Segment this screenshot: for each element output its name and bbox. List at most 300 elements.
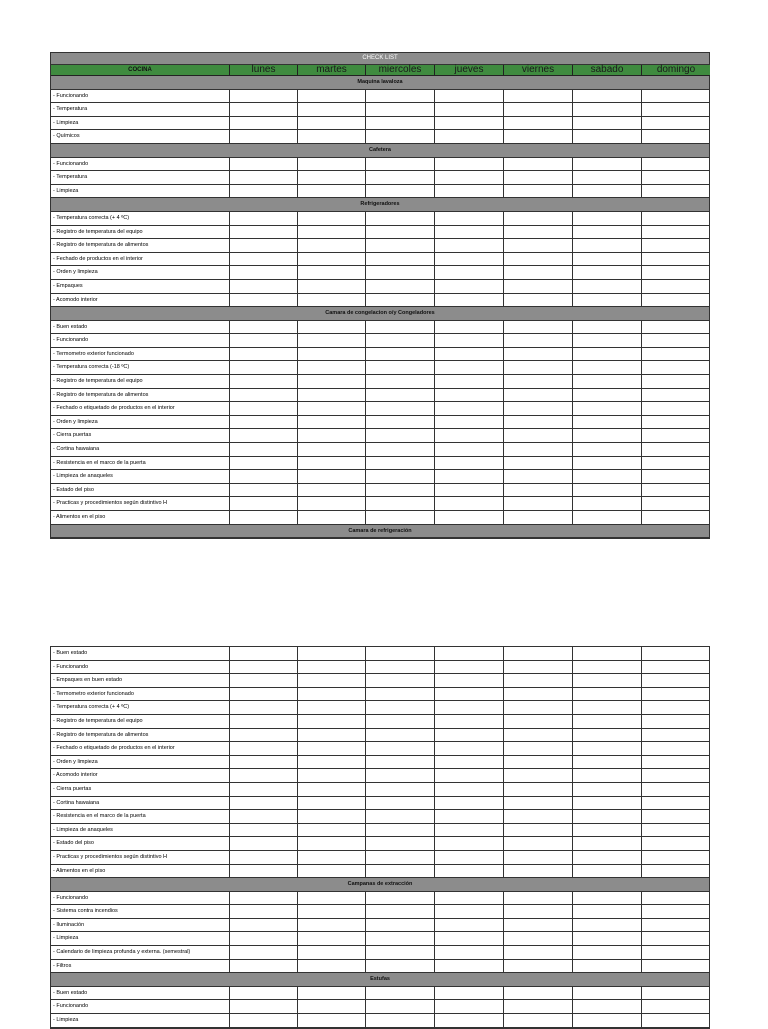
day-check-cell[interactable]	[230, 375, 298, 389]
day-check-cell[interactable]	[642, 756, 710, 770]
day-check-cell[interactable]	[298, 321, 366, 335]
day-check-cell[interactable]	[366, 375, 435, 389]
day-check-cell[interactable]	[230, 226, 298, 240]
day-check-cell[interactable]	[642, 90, 710, 104]
day-check-cell[interactable]	[435, 389, 504, 403]
day-check-cell[interactable]	[435, 429, 504, 443]
day-check-cell[interactable]	[298, 266, 366, 280]
day-check-cell[interactable]	[504, 701, 573, 715]
day-check-cell[interactable]	[298, 892, 366, 906]
day-check-cell[interactable]	[573, 756, 642, 770]
day-check-cell[interactable]	[230, 729, 298, 743]
day-check-cell[interactable]	[298, 103, 366, 117]
day-check-cell[interactable]	[642, 1000, 710, 1014]
day-check-cell[interactable]	[298, 226, 366, 240]
day-check-cell[interactable]	[504, 756, 573, 770]
day-check-cell[interactable]	[366, 647, 435, 661]
day-check-cell[interactable]	[435, 865, 504, 879]
day-check-cell[interactable]	[642, 171, 710, 185]
day-check-cell[interactable]	[504, 429, 573, 443]
day-check-cell[interactable]	[642, 987, 710, 1001]
day-check-cell[interactable]	[504, 674, 573, 688]
day-check-cell[interactable]	[298, 361, 366, 375]
day-check-cell[interactable]	[573, 742, 642, 756]
day-check-cell[interactable]	[642, 688, 710, 702]
day-check-cell[interactable]	[298, 511, 366, 525]
day-check-cell[interactable]	[230, 361, 298, 375]
day-check-cell[interactable]	[573, 892, 642, 906]
day-check-cell[interactable]	[504, 253, 573, 267]
day-check-cell[interactable]	[435, 185, 504, 199]
day-check-cell[interactable]	[504, 987, 573, 1001]
day-check-cell[interactable]	[642, 715, 710, 729]
day-check-cell[interactable]	[573, 688, 642, 702]
day-check-cell[interactable]	[366, 130, 435, 144]
day-check-cell[interactable]	[642, 701, 710, 715]
day-check-cell[interactable]	[230, 1000, 298, 1014]
day-check-cell[interactable]	[298, 1000, 366, 1014]
day-check-cell[interactable]	[230, 987, 298, 1001]
day-check-cell[interactable]	[230, 946, 298, 960]
day-check-cell[interactable]	[504, 484, 573, 498]
day-check-cell[interactable]	[298, 661, 366, 675]
day-check-cell[interactable]	[366, 497, 435, 511]
day-check-cell[interactable]	[435, 892, 504, 906]
day-check-cell[interactable]	[504, 892, 573, 906]
day-check-cell[interactable]	[230, 130, 298, 144]
day-check-cell[interactable]	[230, 334, 298, 348]
day-check-cell[interactable]	[230, 416, 298, 430]
day-check-cell[interactable]	[298, 674, 366, 688]
day-check-cell[interactable]	[435, 824, 504, 838]
day-check-cell[interactable]	[642, 348, 710, 362]
day-check-cell[interactable]	[435, 402, 504, 416]
day-check-cell[interactable]	[366, 729, 435, 743]
day-check-cell[interactable]	[573, 443, 642, 457]
day-check-cell[interactable]	[230, 389, 298, 403]
day-check-cell[interactable]	[504, 171, 573, 185]
day-check-cell[interactable]	[435, 742, 504, 756]
day-check-cell[interactable]	[573, 851, 642, 865]
day-check-cell[interactable]	[298, 158, 366, 172]
day-check-cell[interactable]	[435, 212, 504, 226]
day-check-cell[interactable]	[504, 457, 573, 471]
day-check-cell[interactable]	[504, 919, 573, 933]
day-check-cell[interactable]	[504, 661, 573, 675]
day-check-cell[interactable]	[573, 797, 642, 811]
day-check-cell[interactable]	[298, 294, 366, 308]
day-check-cell[interactable]	[230, 457, 298, 471]
day-check-cell[interactable]	[504, 905, 573, 919]
day-check-cell[interactable]	[642, 239, 710, 253]
day-check-cell[interactable]	[230, 810, 298, 824]
day-check-cell[interactable]	[573, 1014, 642, 1028]
day-check-cell[interactable]	[230, 905, 298, 919]
day-check-cell[interactable]	[504, 130, 573, 144]
day-check-cell[interactable]	[435, 932, 504, 946]
day-check-cell[interactable]	[573, 266, 642, 280]
day-check-cell[interactable]	[504, 960, 573, 974]
day-check-cell[interactable]	[573, 375, 642, 389]
day-check-cell[interactable]	[435, 457, 504, 471]
day-check-cell[interactable]	[504, 851, 573, 865]
day-check-cell[interactable]	[230, 797, 298, 811]
day-check-cell[interactable]	[435, 960, 504, 974]
day-check-cell[interactable]	[504, 797, 573, 811]
day-check-cell[interactable]	[642, 470, 710, 484]
day-check-cell[interactable]	[298, 348, 366, 362]
day-check-cell[interactable]	[642, 647, 710, 661]
day-check-cell[interactable]	[230, 158, 298, 172]
day-check-cell[interactable]	[642, 429, 710, 443]
day-check-cell[interactable]	[642, 837, 710, 851]
day-check-cell[interactable]	[573, 511, 642, 525]
day-check-cell[interactable]	[642, 361, 710, 375]
day-check-cell[interactable]	[504, 497, 573, 511]
day-check-cell[interactable]	[642, 130, 710, 144]
day-check-cell[interactable]	[435, 171, 504, 185]
day-check-cell[interactable]	[230, 185, 298, 199]
day-check-cell[interactable]	[504, 932, 573, 946]
day-check-cell[interactable]	[298, 729, 366, 743]
day-check-cell[interactable]	[573, 824, 642, 838]
day-check-cell[interactable]	[298, 375, 366, 389]
day-check-cell[interactable]	[298, 334, 366, 348]
day-check-cell[interactable]	[366, 103, 435, 117]
day-check-cell[interactable]	[366, 361, 435, 375]
day-check-cell[interactable]	[573, 497, 642, 511]
day-check-cell[interactable]	[230, 892, 298, 906]
day-check-cell[interactable]	[573, 932, 642, 946]
day-check-cell[interactable]	[230, 511, 298, 525]
day-check-cell[interactable]	[435, 769, 504, 783]
day-check-cell[interactable]	[504, 783, 573, 797]
day-check-cell[interactable]	[573, 158, 642, 172]
day-check-cell[interactable]	[642, 321, 710, 335]
day-check-cell[interactable]	[504, 185, 573, 199]
day-check-cell[interactable]	[366, 688, 435, 702]
day-check-cell[interactable]	[642, 932, 710, 946]
day-check-cell[interactable]	[642, 769, 710, 783]
day-check-cell[interactable]	[366, 266, 435, 280]
day-check-cell[interactable]	[504, 810, 573, 824]
day-check-cell[interactable]	[435, 783, 504, 797]
day-check-cell[interactable]	[642, 810, 710, 824]
day-check-cell[interactable]	[504, 266, 573, 280]
day-check-cell[interactable]	[366, 960, 435, 974]
day-check-cell[interactable]	[230, 715, 298, 729]
day-check-cell[interactable]	[642, 389, 710, 403]
day-check-cell[interactable]	[230, 429, 298, 443]
day-check-cell[interactable]	[366, 769, 435, 783]
day-check-cell[interactable]	[230, 497, 298, 511]
day-check-cell[interactable]	[504, 90, 573, 104]
day-check-cell[interactable]	[366, 946, 435, 960]
day-check-cell[interactable]	[573, 484, 642, 498]
day-check-cell[interactable]	[298, 117, 366, 131]
day-check-cell[interactable]	[366, 280, 435, 294]
day-check-cell[interactable]	[366, 158, 435, 172]
day-check-cell[interactable]	[642, 661, 710, 675]
day-check-cell[interactable]	[573, 783, 642, 797]
day-check-cell[interactable]	[230, 103, 298, 117]
day-check-cell[interactable]	[642, 185, 710, 199]
day-check-cell[interactable]	[230, 932, 298, 946]
day-check-cell[interactable]	[642, 892, 710, 906]
day-check-cell[interactable]	[642, 851, 710, 865]
day-check-cell[interactable]	[504, 511, 573, 525]
day-check-cell[interactable]	[366, 470, 435, 484]
day-check-cell[interactable]	[298, 402, 366, 416]
day-check-cell[interactable]	[366, 457, 435, 471]
day-check-cell[interactable]	[573, 987, 642, 1001]
day-check-cell[interactable]	[642, 824, 710, 838]
day-check-cell[interactable]	[642, 674, 710, 688]
day-check-cell[interactable]	[435, 729, 504, 743]
day-check-cell[interactable]	[435, 905, 504, 919]
day-check-cell[interactable]	[435, 810, 504, 824]
day-check-cell[interactable]	[435, 661, 504, 675]
day-check-cell[interactable]	[435, 443, 504, 457]
day-check-cell[interactable]	[573, 905, 642, 919]
day-check-cell[interactable]	[573, 253, 642, 267]
day-check-cell[interactable]	[573, 837, 642, 851]
day-check-cell[interactable]	[298, 987, 366, 1001]
day-check-cell[interactable]	[504, 837, 573, 851]
day-check-cell[interactable]	[504, 865, 573, 879]
day-check-cell[interactable]	[435, 280, 504, 294]
day-check-cell[interactable]	[573, 239, 642, 253]
day-check-cell[interactable]	[366, 294, 435, 308]
day-check-cell[interactable]	[504, 103, 573, 117]
day-check-cell[interactable]	[642, 212, 710, 226]
day-check-cell[interactable]	[366, 987, 435, 1001]
day-check-cell[interactable]	[366, 851, 435, 865]
day-check-cell[interactable]	[298, 185, 366, 199]
day-check-cell[interactable]	[642, 960, 710, 974]
day-check-cell[interactable]	[504, 1000, 573, 1014]
day-check-cell[interactable]	[573, 674, 642, 688]
day-check-cell[interactable]	[435, 117, 504, 131]
day-check-cell[interactable]	[642, 334, 710, 348]
day-check-cell[interactable]	[435, 103, 504, 117]
day-check-cell[interactable]	[573, 470, 642, 484]
day-check-cell[interactable]	[366, 837, 435, 851]
day-check-cell[interactable]	[642, 117, 710, 131]
day-check-cell[interactable]	[642, 742, 710, 756]
day-check-cell[interactable]	[504, 946, 573, 960]
day-check-cell[interactable]	[298, 851, 366, 865]
day-check-cell[interactable]	[366, 239, 435, 253]
day-check-cell[interactable]	[504, 470, 573, 484]
day-check-cell[interactable]	[298, 688, 366, 702]
day-check-cell[interactable]	[435, 158, 504, 172]
day-check-cell[interactable]	[366, 824, 435, 838]
day-check-cell[interactable]	[435, 484, 504, 498]
day-check-cell[interactable]	[298, 715, 366, 729]
day-check-cell[interactable]	[366, 321, 435, 335]
day-check-cell[interactable]	[435, 321, 504, 335]
day-check-cell[interactable]	[435, 674, 504, 688]
day-check-cell[interactable]	[230, 960, 298, 974]
day-check-cell[interactable]	[366, 171, 435, 185]
day-check-cell[interactable]	[298, 429, 366, 443]
day-check-cell[interactable]	[504, 729, 573, 743]
day-check-cell[interactable]	[366, 429, 435, 443]
day-check-cell[interactable]	[435, 90, 504, 104]
day-check-cell[interactable]	[366, 348, 435, 362]
day-check-cell[interactable]	[573, 90, 642, 104]
day-check-cell[interactable]	[573, 402, 642, 416]
day-check-cell[interactable]	[435, 701, 504, 715]
day-check-cell[interactable]	[435, 416, 504, 430]
day-check-cell[interactable]	[573, 960, 642, 974]
day-check-cell[interactable]	[366, 932, 435, 946]
day-check-cell[interactable]	[230, 212, 298, 226]
day-check-cell[interactable]	[642, 103, 710, 117]
day-check-cell[interactable]	[435, 688, 504, 702]
day-check-cell[interactable]	[504, 321, 573, 335]
day-check-cell[interactable]	[435, 375, 504, 389]
day-check-cell[interactable]	[230, 851, 298, 865]
day-check-cell[interactable]	[298, 497, 366, 511]
day-check-cell[interactable]	[435, 946, 504, 960]
day-check-cell[interactable]	[230, 348, 298, 362]
day-check-cell[interactable]	[230, 117, 298, 131]
day-check-cell[interactable]	[230, 783, 298, 797]
day-check-cell[interactable]	[435, 266, 504, 280]
day-check-cell[interactable]	[435, 294, 504, 308]
day-check-cell[interactable]	[642, 253, 710, 267]
day-check-cell[interactable]	[435, 497, 504, 511]
day-check-cell[interactable]	[435, 226, 504, 240]
day-check-cell[interactable]	[573, 647, 642, 661]
day-check-cell[interactable]	[230, 647, 298, 661]
day-check-cell[interactable]	[435, 334, 504, 348]
day-check-cell[interactable]	[435, 361, 504, 375]
day-check-cell[interactable]	[298, 810, 366, 824]
day-check-cell[interactable]	[298, 701, 366, 715]
day-check-cell[interactable]	[298, 1014, 366, 1028]
day-check-cell[interactable]	[230, 824, 298, 838]
day-check-cell[interactable]	[366, 701, 435, 715]
day-check-cell[interactable]	[573, 321, 642, 335]
day-check-cell[interactable]	[366, 674, 435, 688]
day-check-cell[interactable]	[504, 416, 573, 430]
day-check-cell[interactable]	[573, 661, 642, 675]
day-check-cell[interactable]	[298, 416, 366, 430]
day-check-cell[interactable]	[230, 701, 298, 715]
day-check-cell[interactable]	[230, 294, 298, 308]
day-check-cell[interactable]	[504, 361, 573, 375]
day-check-cell[interactable]	[298, 756, 366, 770]
day-check-cell[interactable]	[230, 688, 298, 702]
day-check-cell[interactable]	[230, 171, 298, 185]
day-check-cell[interactable]	[298, 443, 366, 457]
day-check-cell[interactable]	[230, 266, 298, 280]
day-check-cell[interactable]	[573, 103, 642, 117]
day-check-cell[interactable]	[366, 865, 435, 879]
day-check-cell[interactable]	[298, 212, 366, 226]
day-check-cell[interactable]	[573, 185, 642, 199]
day-check-cell[interactable]	[366, 511, 435, 525]
day-check-cell[interactable]	[366, 90, 435, 104]
day-check-cell[interactable]	[230, 1014, 298, 1028]
day-check-cell[interactable]	[366, 117, 435, 131]
day-check-cell[interactable]	[366, 661, 435, 675]
day-check-cell[interactable]	[435, 647, 504, 661]
day-check-cell[interactable]	[298, 783, 366, 797]
day-check-cell[interactable]	[435, 511, 504, 525]
day-check-cell[interactable]	[642, 865, 710, 879]
day-check-cell[interactable]	[298, 171, 366, 185]
day-check-cell[interactable]	[573, 226, 642, 240]
day-check-cell[interactable]	[366, 919, 435, 933]
day-check-cell[interactable]	[573, 280, 642, 294]
day-check-cell[interactable]	[298, 946, 366, 960]
day-check-cell[interactable]	[642, 783, 710, 797]
day-check-cell[interactable]	[435, 253, 504, 267]
day-check-cell[interactable]	[230, 769, 298, 783]
day-check-cell[interactable]	[573, 348, 642, 362]
day-check-cell[interactable]	[573, 361, 642, 375]
day-check-cell[interactable]	[366, 416, 435, 430]
day-check-cell[interactable]	[298, 280, 366, 294]
day-check-cell[interactable]	[504, 212, 573, 226]
day-check-cell[interactable]	[573, 769, 642, 783]
day-check-cell[interactable]	[298, 647, 366, 661]
day-check-cell[interactable]	[435, 837, 504, 851]
day-check-cell[interactable]	[366, 226, 435, 240]
day-check-cell[interactable]	[504, 443, 573, 457]
day-check-cell[interactable]	[504, 688, 573, 702]
day-check-cell[interactable]	[435, 130, 504, 144]
day-check-cell[interactable]	[366, 402, 435, 416]
day-check-cell[interactable]	[298, 470, 366, 484]
day-check-cell[interactable]	[230, 674, 298, 688]
day-check-cell[interactable]	[573, 810, 642, 824]
day-check-cell[interactable]	[298, 90, 366, 104]
day-check-cell[interactable]	[298, 905, 366, 919]
day-check-cell[interactable]	[573, 171, 642, 185]
day-check-cell[interactable]	[504, 402, 573, 416]
day-check-cell[interactable]	[573, 294, 642, 308]
day-check-cell[interactable]	[573, 334, 642, 348]
day-check-cell[interactable]	[504, 280, 573, 294]
day-check-cell[interactable]	[504, 824, 573, 838]
day-check-cell[interactable]	[573, 117, 642, 131]
day-check-cell[interactable]	[573, 416, 642, 430]
day-check-cell[interactable]	[504, 334, 573, 348]
day-check-cell[interactable]	[642, 497, 710, 511]
day-check-cell[interactable]	[366, 185, 435, 199]
day-check-cell[interactable]	[366, 334, 435, 348]
day-check-cell[interactable]	[230, 484, 298, 498]
day-check-cell[interactable]	[435, 987, 504, 1001]
day-check-cell[interactable]	[230, 865, 298, 879]
day-check-cell[interactable]	[435, 715, 504, 729]
day-check-cell[interactable]	[435, 1014, 504, 1028]
day-check-cell[interactable]	[573, 865, 642, 879]
day-check-cell[interactable]	[642, 1014, 710, 1028]
day-check-cell[interactable]	[573, 1000, 642, 1014]
day-check-cell[interactable]	[435, 919, 504, 933]
day-check-cell[interactable]	[504, 742, 573, 756]
day-check-cell[interactable]	[230, 470, 298, 484]
day-check-cell[interactable]	[642, 266, 710, 280]
day-check-cell[interactable]	[298, 932, 366, 946]
day-check-cell[interactable]	[230, 321, 298, 335]
